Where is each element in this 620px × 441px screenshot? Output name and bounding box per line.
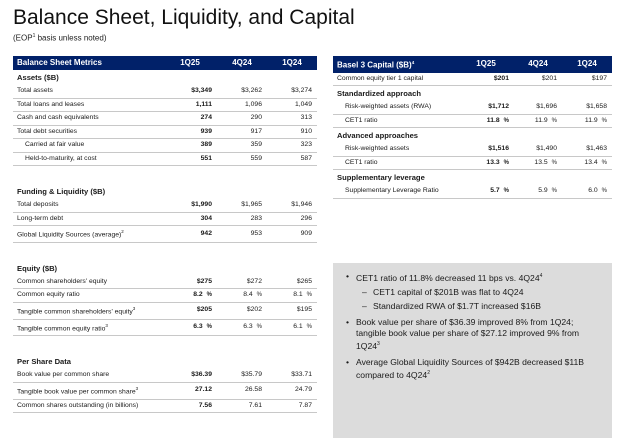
table-row [13, 289, 317, 303]
value-prior [267, 85, 317, 98]
footnote-marker: 3 [105, 322, 108, 328]
value-prior [267, 112, 317, 126]
value-text: $272 [246, 277, 262, 285]
section-title: Per Share Data [17, 357, 72, 367]
page-subtitle: (EOP$^1$ basis unless noted) [13, 33, 107, 43]
table-row [13, 112, 317, 126]
value-prior [217, 125, 267, 139]
value-prior [267, 98, 317, 112]
value-text: 942 [200, 229, 212, 237]
value-current [163, 302, 217, 319]
row-label [333, 156, 458, 170]
value-text: 559 [250, 154, 262, 162]
row-label-text: Common shareholders' equity [17, 277, 108, 285]
value-text: $3,349 [191, 87, 212, 94]
row-label [13, 302, 163, 319]
value-text: 7.87 [298, 401, 312, 409]
dash-marker: – [362, 286, 367, 297]
value-text: 1,049 [294, 100, 312, 108]
value-current [163, 289, 217, 303]
value-prior [217, 369, 267, 382]
value-current [163, 112, 217, 126]
footnote-marker: 3 [132, 305, 136, 311]
table-row [13, 139, 317, 153]
period-header: 1Q25 [458, 56, 514, 73]
percent-sign: % [601, 159, 607, 166]
highlight-bullet [333, 287, 604, 298]
basel-3-capital-table [333, 56, 612, 199]
section-row [333, 86, 612, 102]
row-label-text: Tangible common equity ratio [17, 324, 106, 332]
percent-sign: % [206, 292, 212, 299]
value-prior [514, 143, 562, 156]
row-label-text: CET1 ratio [345, 116, 378, 124]
value-current [163, 98, 217, 112]
table-header-row [333, 56, 612, 73]
table-row [13, 319, 317, 336]
row-label-text: Supplementary Leverage Ratio [345, 187, 439, 195]
value-prior [267, 125, 317, 139]
bullet-text-body: Standardized RWA of $1.7T increased $16B [373, 300, 542, 311]
percent-sign: % [551, 188, 557, 195]
table-row [13, 199, 317, 212]
value-current [458, 114, 514, 128]
bullet-text [356, 317, 604, 352]
value-prior [217, 302, 267, 319]
value-text: 8.4 [243, 291, 253, 299]
value-text: 13.4 [584, 158, 598, 166]
value-prior [514, 73, 562, 86]
table-header-row [13, 56, 317, 70]
page-title: Balance Sheet, Liquidity, and Capital [13, 6, 355, 29]
value-current [458, 156, 514, 170]
value-current [163, 399, 217, 413]
percent-sign: % [503, 159, 509, 166]
value-text: 953 [250, 229, 262, 237]
value-prior [217, 319, 267, 336]
percent-sign: % [206, 324, 212, 331]
value-text: 551 [200, 154, 212, 162]
value-text: 27.12 [194, 386, 212, 394]
row-label-text: Cash and cash equivalents [17, 114, 99, 121]
value-current [163, 226, 217, 243]
spacer-row [13, 252, 317, 261]
value-text: 323 [300, 141, 312, 148]
value-text: 6.0 [588, 187, 598, 195]
value-text: $1,490 [536, 145, 557, 153]
percent-sign: % [306, 292, 312, 299]
footnote-marker: 4 [539, 273, 543, 279]
value-text: $195 [296, 306, 312, 314]
header-label-text: Balance Sheet Metrics [17, 58, 102, 67]
value-text: 11.9 [534, 116, 548, 124]
value-current [163, 382, 217, 399]
row-label-text: Common shares outstanding (in billions) [17, 401, 139, 409]
value-text: $36.39 [191, 371, 212, 379]
bullet-text [373, 287, 604, 298]
value-text: 7.56 [198, 401, 212, 409]
table-row [13, 276, 317, 289]
value-text: 1,096 [244, 100, 262, 108]
value-text: $201 [493, 74, 509, 82]
percent-sign: % [601, 117, 607, 124]
spacer-cell [13, 252, 317, 261]
value-prior [514, 185, 562, 198]
spacer-cell [13, 242, 317, 252]
row-label [13, 276, 163, 289]
table-row [13, 152, 317, 166]
row-label-text: Total deposits [17, 201, 59, 208]
value-text: 389 [200, 141, 212, 148]
bullet-text-body: CET1 capital of $201B was flat to 4Q24 [373, 286, 524, 297]
value-text: 909 [300, 229, 312, 237]
value-prior [267, 276, 317, 289]
row-label-text: Total assets [17, 87, 53, 94]
value-prior [267, 319, 317, 336]
section-title: Equity ($B) [17, 263, 58, 273]
value-current [458, 185, 514, 198]
row-label-text: Risk-weighted assets (RWA) [345, 103, 432, 111]
value-text: $205 [196, 306, 212, 314]
value-text: 24.79 [294, 386, 312, 394]
row-label-text: Total debt securities [17, 127, 78, 135]
value-current [163, 139, 217, 153]
table-row [333, 143, 612, 156]
value-prior [217, 226, 267, 243]
row-label [13, 152, 163, 166]
table-row [333, 73, 612, 86]
percent-sign: % [601, 188, 607, 195]
highlight-bullet [333, 301, 604, 312]
value-current [163, 85, 217, 98]
bullet-text [356, 357, 604, 381]
value-prior [217, 212, 267, 226]
value-prior [267, 399, 317, 413]
footnote-marker: 3 [135, 385, 139, 391]
row-label-text: Tangible common shareholders' equity [17, 308, 133, 316]
value-prior [217, 289, 267, 303]
value-text: $265 [296, 277, 312, 285]
value-text: 6.3 [193, 323, 203, 331]
row-label [333, 185, 458, 198]
highlights-list [333, 271, 612, 381]
value-current [458, 101, 514, 114]
table-row [13, 382, 317, 399]
percent-sign: % [256, 324, 262, 331]
value-prior [217, 98, 267, 112]
section-row [13, 261, 317, 276]
row-label [333, 73, 458, 86]
value-current [163, 212, 217, 226]
table-row [13, 369, 317, 382]
value-text: 283 [250, 214, 262, 222]
section-row [13, 354, 317, 369]
value-text: 917 [250, 127, 262, 135]
value-prior [217, 152, 267, 166]
value-text: 8.2 [193, 291, 203, 299]
bullet-marker: • [346, 356, 350, 367]
footnote-marker: 4 [411, 60, 415, 65]
bullet-text-body: CET1 ratio of 11.8% decreased 11 bps vs. 4Q24 [356, 272, 540, 283]
value-current [163, 152, 217, 166]
row-label [13, 112, 163, 126]
table-row [13, 212, 317, 226]
value-prior [562, 143, 612, 156]
bullet-text-body: Average Global Liquidity Sources of $942B decreased $11B compared to 4Q24 [356, 356, 585, 380]
table-row [333, 101, 612, 114]
value-text: 290 [250, 114, 262, 121]
row-label [333, 143, 458, 156]
value-prior [562, 73, 612, 86]
value-text: 910 [300, 127, 312, 135]
value-current [163, 276, 217, 289]
table-row [13, 302, 317, 319]
percent-sign: % [503, 117, 509, 124]
value-current [458, 73, 514, 86]
row-label [13, 399, 163, 413]
value-text: 8.1 [293, 291, 303, 299]
section-row [13, 70, 317, 85]
row-label-text: Held-to-maturity, at cost [25, 154, 97, 162]
period-header: 1Q25 [163, 56, 217, 70]
row-label-text: Carried at fair value [25, 141, 85, 148]
period-header: 4Q24 [217, 56, 267, 70]
value-prior [267, 139, 317, 153]
table-row [333, 156, 612, 170]
row-label [13, 226, 163, 243]
table-row [13, 125, 317, 139]
value-prior [514, 114, 562, 128]
row-label-text: Tangible book value per common share [17, 388, 136, 396]
row-label [333, 101, 458, 114]
row-label [13, 382, 163, 399]
row-label [333, 114, 458, 128]
highlights-box [333, 263, 612, 438]
value-prior [267, 302, 317, 319]
value-text: $202 [246, 306, 262, 314]
value-prior [267, 289, 317, 303]
row-label-text: CET1 ratio [345, 158, 378, 166]
value-prior [267, 199, 317, 212]
table-row [13, 399, 317, 413]
value-text: 939 [200, 127, 212, 135]
value-text: $33.71 [291, 371, 312, 379]
footnote-marker: 2 [121, 229, 124, 234]
value-text: $275 [196, 277, 212, 285]
spacer-row [13, 242, 317, 252]
row-label [13, 85, 163, 98]
percent-sign: % [551, 159, 557, 166]
value-prior [217, 199, 267, 212]
value-prior [562, 185, 612, 198]
value-text: 313 [300, 114, 312, 121]
value-text: $197 [591, 74, 607, 82]
value-text: 6.3 [243, 323, 253, 331]
spacer-cell [13, 166, 317, 176]
value-prior [267, 212, 317, 226]
value-prior [562, 114, 612, 128]
value-text: 11.9 [584, 116, 598, 124]
bullet-text [373, 301, 604, 312]
value-text: $1,463 [586, 145, 607, 153]
value-text: 13.3 [486, 158, 500, 166]
value-prior [217, 85, 267, 98]
value-prior [217, 399, 267, 413]
row-label [13, 289, 163, 303]
row-label-text: Risk-weighted assets [345, 145, 410, 153]
value-text: 5.9 [538, 187, 548, 195]
percent-sign: % [306, 324, 312, 331]
spacer-row [13, 336, 317, 346]
dash-marker: – [362, 300, 367, 311]
row-label [13, 199, 163, 212]
value-prior [217, 139, 267, 153]
value-current [163, 125, 217, 139]
table-row [13, 226, 317, 243]
value-text: $3,262 [241, 87, 262, 94]
bullet-marker: • [346, 316, 350, 327]
period-header: 1Q24 [562, 56, 612, 73]
row-label-text: Book value per common share [17, 371, 110, 379]
percent-sign: % [551, 117, 557, 124]
table-row [333, 185, 612, 198]
row-label-text: Global Liquidity Sources (average) [17, 231, 122, 239]
value-text: 11.8 [486, 116, 500, 124]
table-header-label [13, 56, 163, 70]
table-row [13, 98, 317, 112]
value-text: 5.7 [490, 187, 500, 195]
value-text: $201 [541, 74, 557, 82]
value-text: $3,274 [291, 87, 312, 94]
header-label-text: Basel 3 Capital ($B) [337, 60, 412, 70]
footnote-marker: 3 [377, 340, 380, 347]
value-prior [267, 369, 317, 382]
value-text: 296 [300, 214, 312, 222]
value-text: 304 [200, 214, 212, 222]
value-prior [562, 101, 612, 114]
section-row [333, 170, 612, 186]
spacer-row [13, 175, 317, 184]
highlight-bullet [333, 317, 604, 352]
row-label [13, 139, 163, 153]
row-label [13, 212, 163, 226]
value-prior [267, 152, 317, 166]
value-text: 359 [250, 141, 262, 148]
value-text: $1,696 [536, 103, 557, 111]
highlight-bullet [333, 357, 604, 381]
table-row [13, 85, 317, 98]
percent-sign: % [503, 188, 509, 195]
row-label [13, 319, 163, 336]
section-title: Advanced approaches [337, 131, 419, 141]
value-text: 274 [200, 114, 212, 121]
value-prior [217, 382, 267, 399]
section-title: Funding & Liquidity ($B) [17, 187, 106, 196]
table-row [333, 114, 612, 128]
value-text: 587 [300, 154, 312, 162]
value-text: $1,712 [488, 103, 509, 111]
value-prior [267, 226, 317, 243]
value-prior [267, 382, 317, 399]
row-label-text: Common equity ratio [17, 291, 80, 299]
value-text: $1,516 [488, 145, 509, 153]
value-prior [217, 276, 267, 289]
period-header: 4Q24 [514, 56, 562, 73]
value-text: 13.5 [534, 158, 548, 166]
value-text: 1,111 [195, 100, 212, 108]
value-current [163, 369, 217, 382]
row-label [13, 125, 163, 139]
value-prior [514, 101, 562, 114]
row-label [13, 98, 163, 112]
value-text: $1,658 [586, 103, 607, 111]
value-text: 6.1 [293, 323, 303, 331]
value-text: $35.79 [241, 371, 262, 379]
value-current [163, 319, 217, 336]
table-header-label [333, 56, 458, 73]
section-title: Standardized approach [337, 89, 421, 99]
row-label [13, 369, 163, 382]
spacer-cell [13, 336, 317, 346]
value-text: $1,946 [291, 201, 312, 208]
section-row [13, 184, 317, 199]
bullet-text [356, 271, 604, 284]
period-header: 1Q24 [267, 56, 317, 70]
section-row [333, 128, 612, 144]
row-label-text: Common equity tier 1 capital [337, 74, 424, 82]
balance-sheet-metrics-table [13, 56, 317, 413]
spacer-cell [13, 345, 317, 354]
section-title: Supplementary leverage [337, 173, 425, 183]
value-current [458, 143, 514, 156]
section-title: Assets ($B) [17, 73, 59, 82]
highlight-bullet [333, 271, 604, 284]
spacer-row [13, 166, 317, 176]
value-text: $1,990 [191, 201, 212, 208]
value-text: 7.61 [248, 401, 262, 409]
value-text: $1,965 [241, 201, 262, 208]
value-prior [514, 156, 562, 170]
percent-sign: % [256, 292, 262, 299]
row-label-text: Total loans and leases [17, 100, 85, 108]
bullet-text-body: Book value per share of $36.39 improved 8% from 1Q24; tangible book value per share of $27.12 improved 9% from 1Q24 [356, 316, 580, 351]
spacer-row [13, 345, 317, 354]
value-prior [217, 112, 267, 126]
row-label-text: Long-term debt [17, 214, 64, 222]
footnote-marker: 2 [427, 369, 430, 376]
value-text: 26.58 [244, 386, 262, 394]
spacer-cell [13, 175, 317, 184]
bullet-marker: • [346, 271, 350, 281]
value-current [163, 199, 217, 212]
value-prior [562, 156, 612, 170]
